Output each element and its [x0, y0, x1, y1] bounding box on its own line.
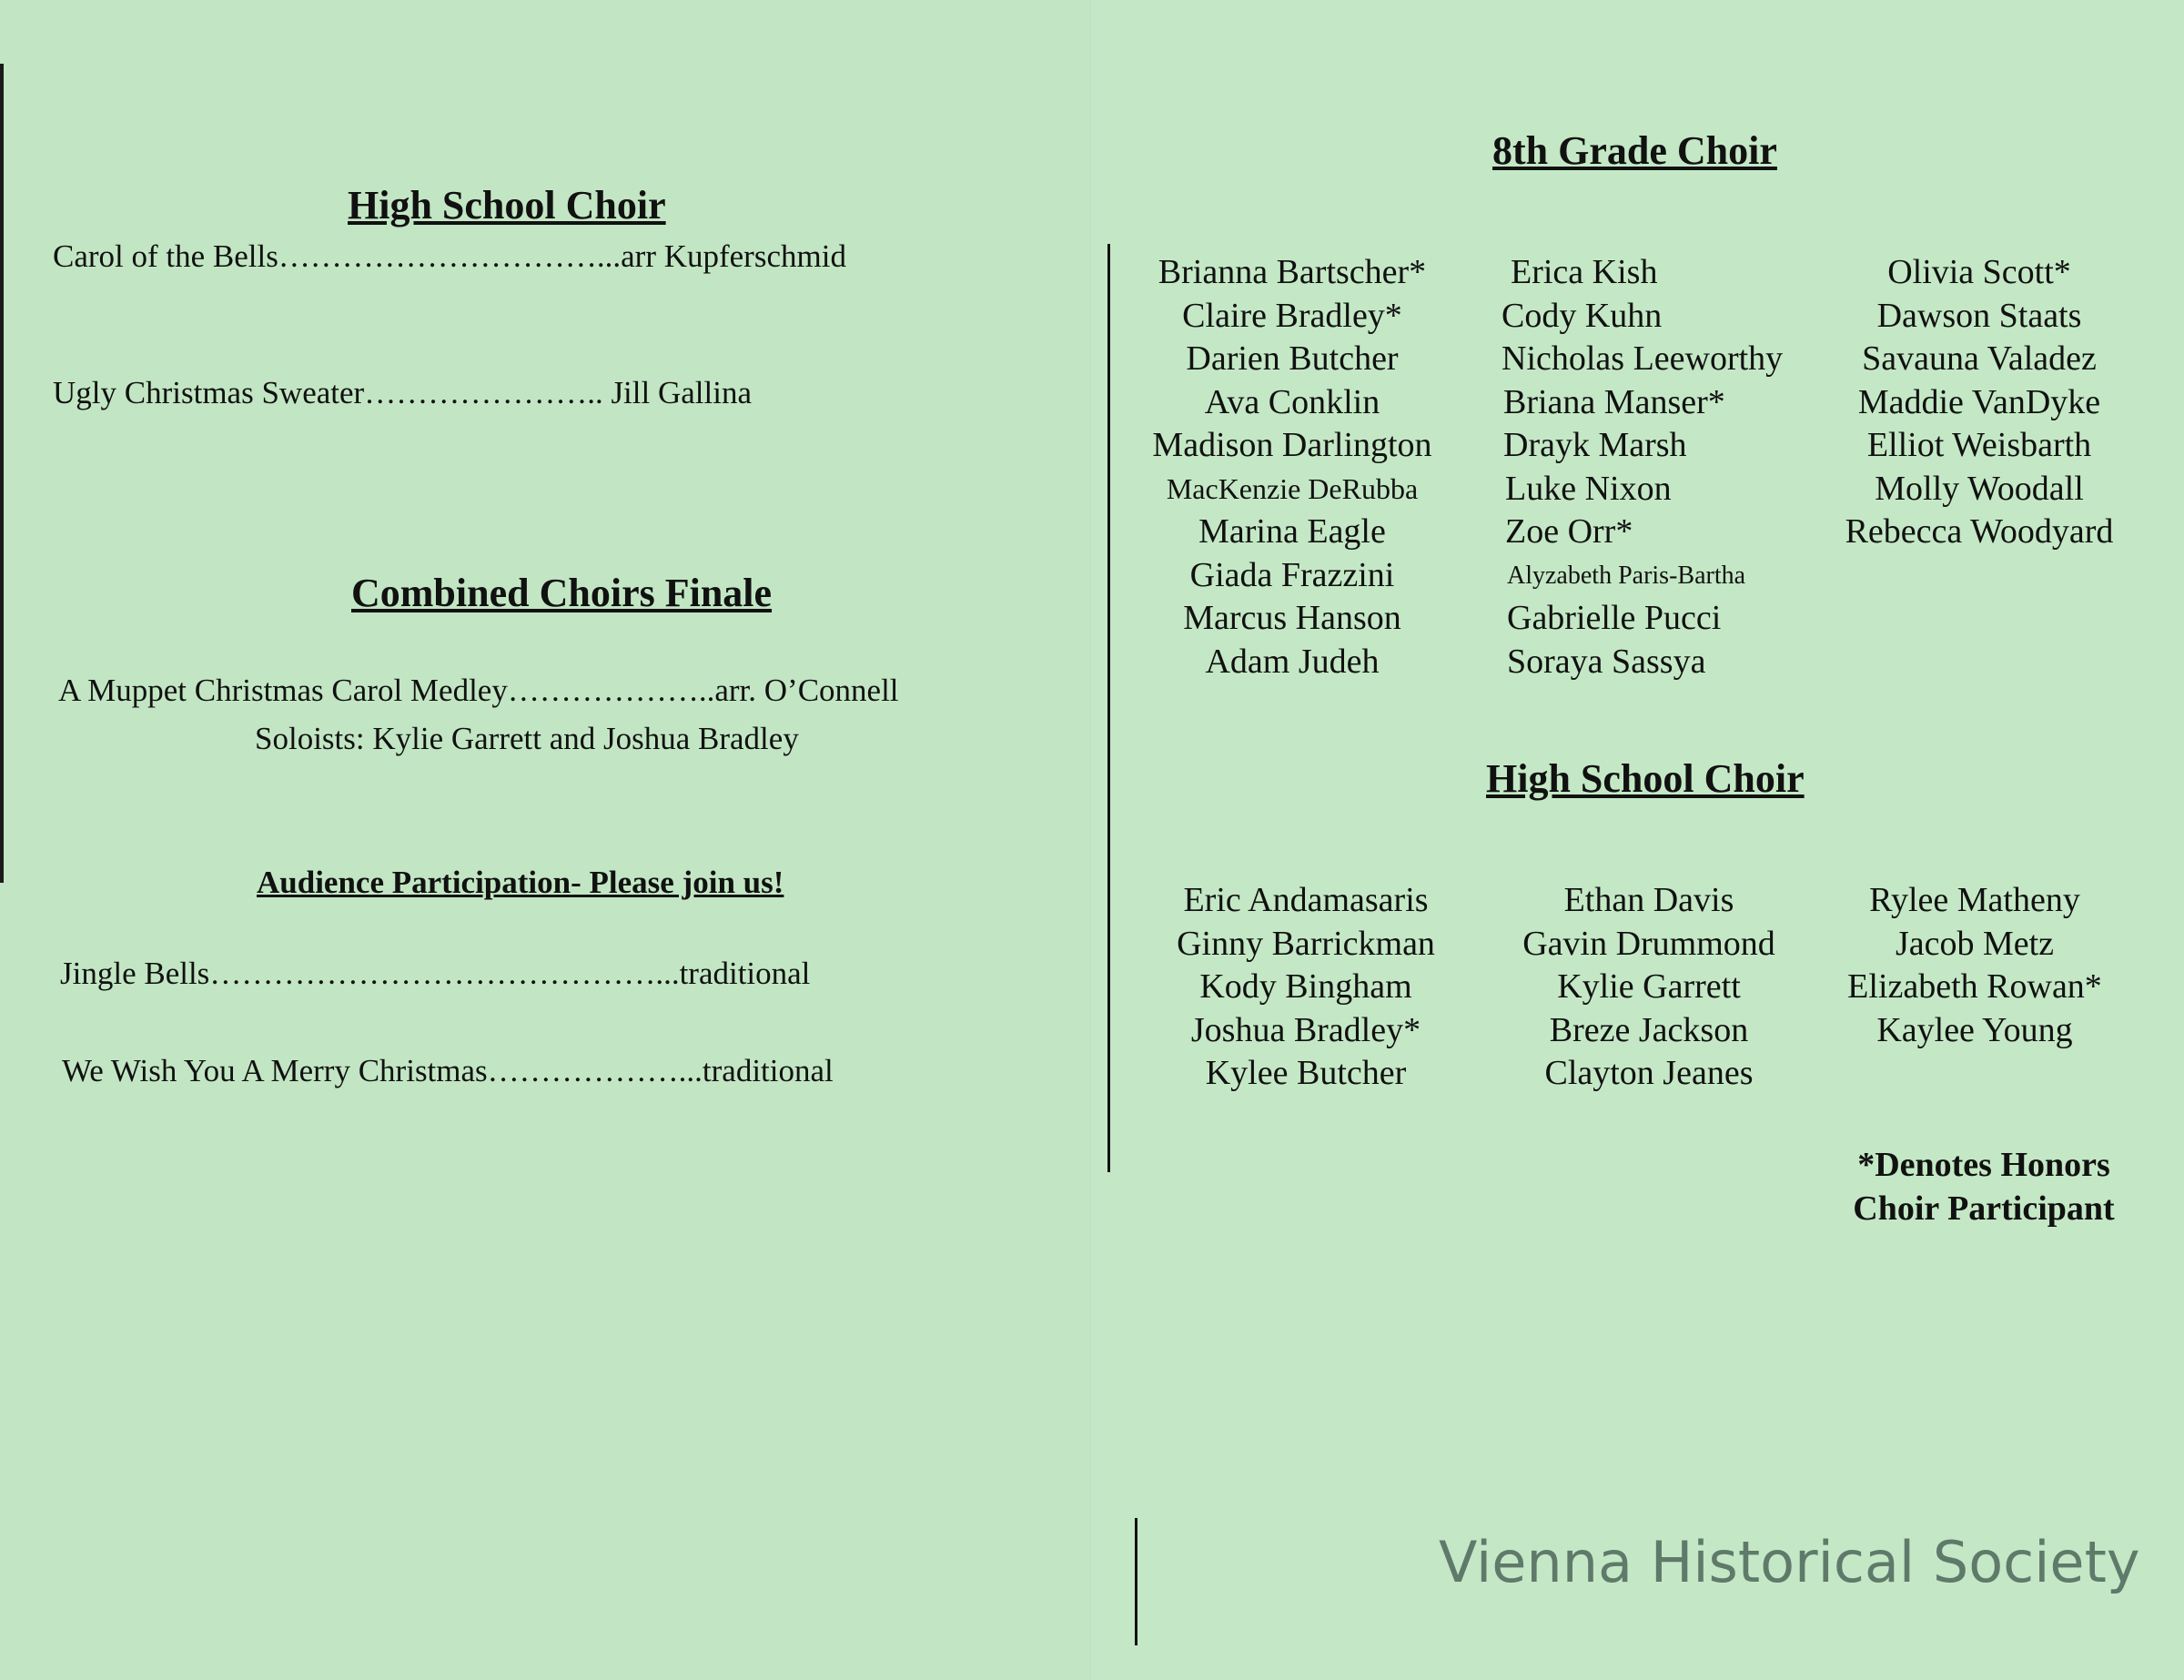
- choir-member: Alyzabeth Paris-Bartha: [1507, 561, 1746, 590]
- choir-member: Joshua Bradley*: [1190, 1010, 1421, 1049]
- choir-member: Rebecca Woodyard: [1845, 512, 2114, 551]
- choir-member: Molly Woodall: [1875, 469, 2084, 508]
- piece-title: Jingle Bells: [60, 956, 210, 991]
- right-roster-page: [1092, 0, 2184, 1680]
- hs-choir-col-1: [1174, 879, 1438, 1096]
- choir-member: Brianna Bartscher*: [1158, 253, 1427, 291]
- program-line: [53, 375, 752, 411]
- choir-member: Adam Judeh: [1205, 642, 1380, 681]
- watermark-text: Vienna Historical Society: [1439, 1529, 2140, 1595]
- piece-credit: arr. O’Connell: [714, 673, 899, 708]
- choir-member: Marina Eagle: [1198, 512, 1386, 551]
- choir-member: Kaylee Young: [1876, 1010, 2073, 1049]
- choir-member: Jacob Metz: [1895, 924, 2055, 963]
- piece-credit: Jill Gallina: [611, 375, 752, 410]
- piece-title: We Wish You A Merry Christmas: [62, 1053, 488, 1088]
- choir-member: Kylee Butcher: [1205, 1054, 1407, 1092]
- choir-member: Ethan Davis: [1563, 881, 1734, 919]
- choir-member: Darien Butcher: [1186, 339, 1399, 378]
- leader-dots: …………………..: [364, 375, 612, 410]
- hs-choir-col-2: [1512, 879, 1785, 1096]
- choir-member: Marcus Hanson: [1183, 599, 1401, 637]
- leader-dots: ………………..: [507, 673, 715, 708]
- choir-member: Zoe Orr*: [1505, 512, 1633, 551]
- eighth-grade-heading: 8th Grade Choir: [1492, 128, 1777, 173]
- choir-member: Gabrielle Pucci: [1507, 599, 1722, 637]
- piece-credit: ..arr Kupferschmid: [604, 238, 846, 274]
- choir-member: Savauna Valadez: [1862, 339, 2097, 378]
- finale-heading: Combined Choirs Finale: [351, 571, 773, 615]
- choir-member: Kylie Garrett: [1557, 967, 1741, 1006]
- margin-mark: [1107, 244, 1110, 1172]
- choir-member: Eric Andamasaris: [1183, 881, 1429, 919]
- hs-choir-col-3: [1838, 879, 2111, 1052]
- margin-mark: [1135, 1518, 1138, 1645]
- choir-member: Ava Conklin: [1204, 382, 1380, 421]
- finale-line: [58, 673, 899, 709]
- piece-title: Ugly Christmas Sweater: [53, 375, 365, 410]
- soloists-line: Soloists: Kylie Garrett and Joshua Bradley: [255, 721, 799, 756]
- choir-member: Madison Darlington: [1152, 426, 1432, 464]
- choir-member: Breze Jackson: [1549, 1010, 1749, 1049]
- eighth-grade-col-2: [1492, 251, 1793, 683]
- program-line: [53, 238, 846, 275]
- leader-dots: ……………………………………: [209, 956, 656, 991]
- leader-dots: ………………………….: [278, 238, 605, 274]
- audience-line: [62, 1053, 834, 1089]
- choir-member: MacKenzie DeRubba: [1166, 471, 1419, 505]
- piece-credit: ...traditional: [655, 956, 811, 991]
- choir-member: Rylee Matheny: [1869, 881, 2080, 919]
- choir-member: Nicholas Leeworthy: [1502, 339, 1784, 378]
- choir-member: Elliot Weisbarth: [1866, 426, 2092, 464]
- eighth-grade-col-1: [1147, 251, 1438, 683]
- choir-member: Erica Kish: [1511, 253, 1658, 291]
- choir-member: Claire Bradley*: [1182, 296, 1402, 335]
- leader-dots: ………………: [487, 1053, 679, 1088]
- choir-member: Briana Manser*: [1503, 382, 1725, 421]
- honors-line: Choir Participant: [1853, 1189, 2115, 1228]
- choir-member: Clayton Jeanes: [1544, 1054, 1754, 1092]
- piece-title: A Muppet Christmas Carol Medley: [58, 673, 508, 708]
- choir-member: Giada Frazzini: [1189, 555, 1395, 594]
- choir-member: Olivia Scott*: [1887, 253, 2071, 291]
- honors-footnote: [1847, 1143, 2120, 1230]
- choir-member: Elizabeth Rowan*: [1847, 967, 2102, 1006]
- eighth-grade-col-3: [1825, 251, 2134, 554]
- choir-member: Maddie VanDyke: [1857, 382, 2101, 421]
- audience-line: [60, 956, 810, 992]
- choir-member: Cody Kuhn: [1502, 296, 1663, 335]
- hs-choir-program-heading: High School Choir: [348, 183, 666, 228]
- choir-member: Drayk Marsh: [1503, 426, 1687, 464]
- choir-member: Ginny Barrickman: [1177, 924, 1435, 963]
- hs-choir-roster-heading: High School Choir: [1486, 756, 1805, 801]
- choir-member: Dawson Staats: [1876, 296, 2082, 335]
- audience-heading: Audience Participation- Please join us!: [257, 865, 784, 900]
- choir-member: Gavin Drummond: [1522, 924, 1775, 963]
- choir-member: Luke Nixon: [1505, 469, 1672, 508]
- honors-line: *Denotes Honors: [1857, 1146, 2110, 1184]
- piece-title: Carol of the Bells: [53, 238, 278, 274]
- page-edge-line: [0, 64, 4, 883]
- choir-member: Kody Bingham: [1199, 967, 1412, 1006]
- choir-member: Soraya Sassya: [1507, 642, 1706, 681]
- piece-credit: ...traditional: [678, 1053, 834, 1088]
